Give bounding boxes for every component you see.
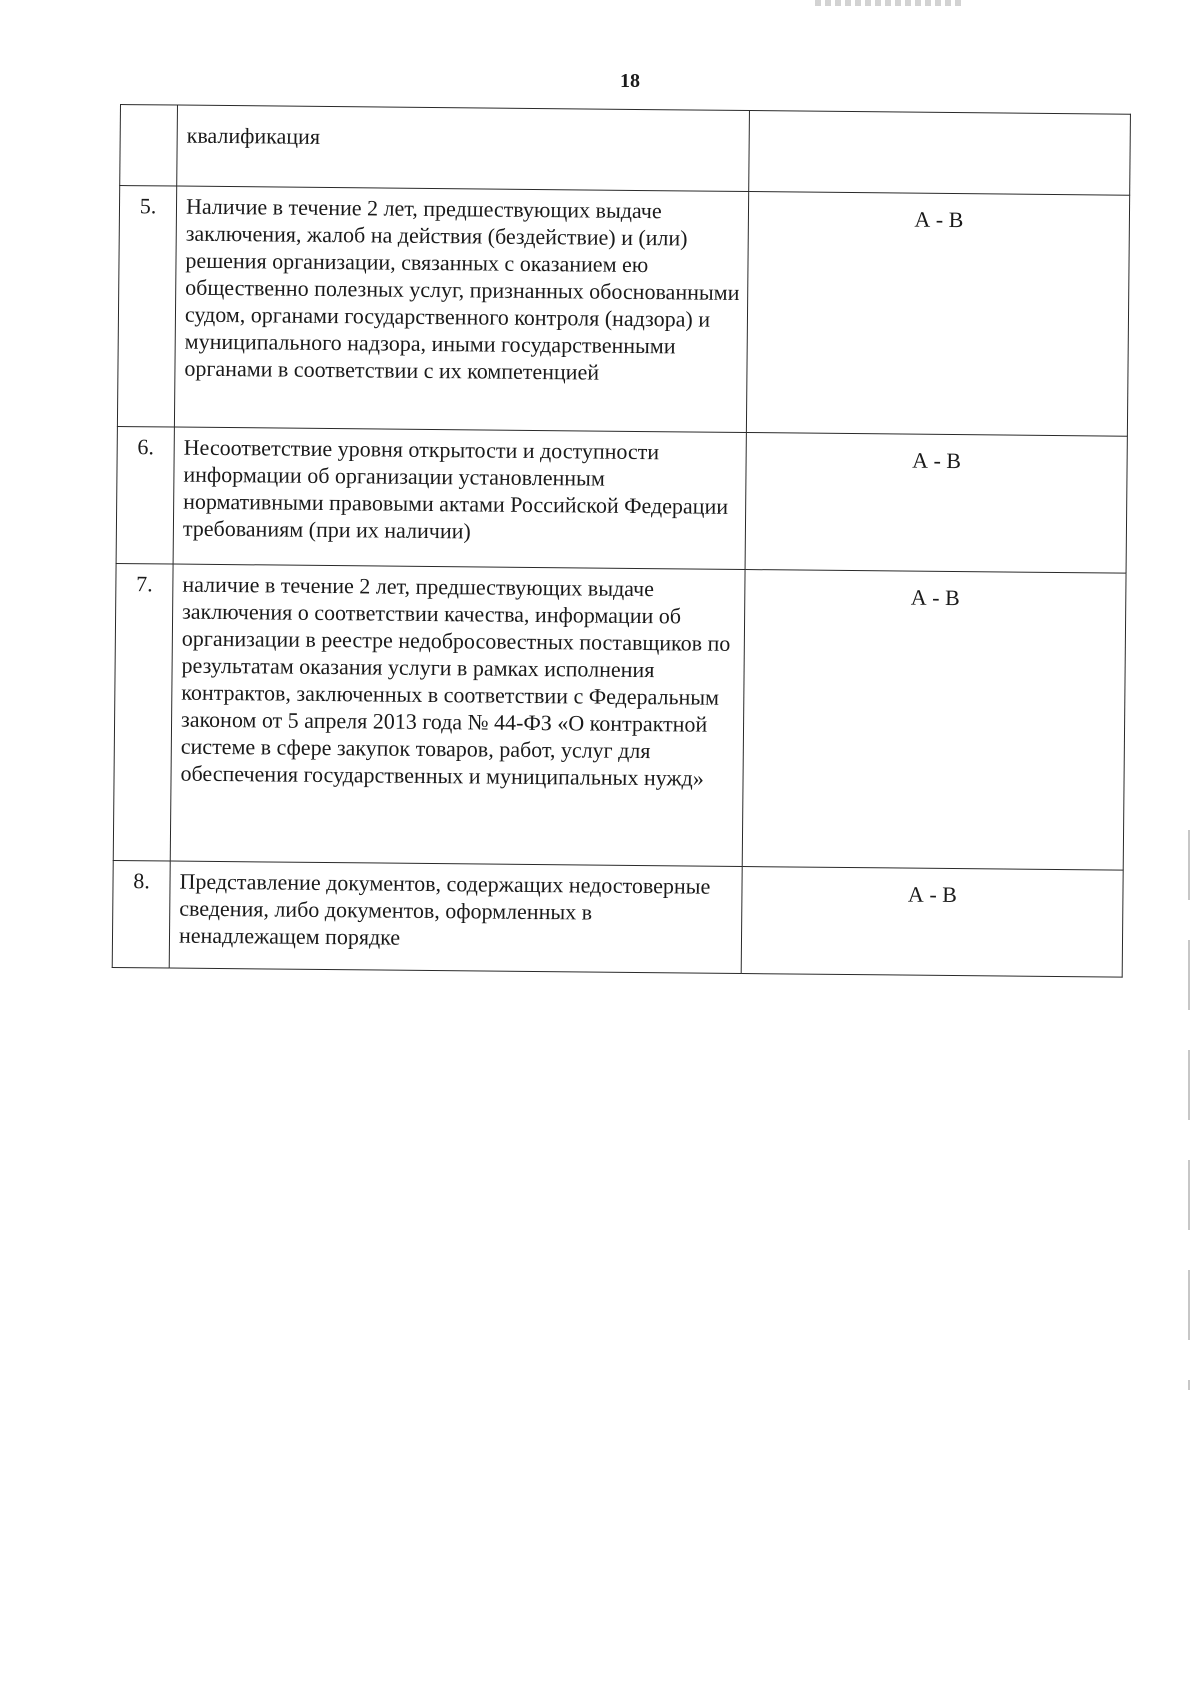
row-criterion-text: Несоответствие уровня открытости и доступности информации об организации установленным нормативными правовыми актами Российской Федерации требованиям (при их наличии) — [173, 427, 746, 569]
scan-artifact-edge — [1188, 830, 1190, 1390]
row-number: 5. — [117, 186, 176, 428]
table-row-continuation — [120, 105, 1131, 196]
criteria-table — [112, 104, 1131, 978]
row-grade-cell — [749, 111, 1131, 196]
row-grade: А - В — [745, 433, 1127, 574]
row-criterion-text: Наличие в течение 2 лет, предшествующих выдаче заключения, жалоб на действия (бездействие) и (или) решения организации, связанных с оказанием ею общественно полезных услуг, признанных обоснованными судом, органами государственного контроля (надзора) и муниципального надзора, иными государственными органами в соответствии с их компетенцией — [174, 186, 748, 432]
row-number-cell — [120, 105, 178, 187]
row-number: 8. — [112, 860, 170, 968]
row-number: 6. — [116, 426, 174, 564]
table-row — [116, 426, 1127, 573]
table-row — [113, 563, 1126, 870]
row-number: 7. — [113, 563, 173, 861]
row-grade: А - В — [746, 192, 1129, 437]
table-row — [112, 860, 1123, 977]
row-text-cell: квалификация — [177, 105, 750, 191]
page-number: 18 — [620, 70, 640, 92]
row-criterion-text: наличие в течение 2 лет, предшествующих выдаче заключения о соответствии качества, информации об организации в реестре недобросовестных поставщиков по результатам оказания услуги в рамках исполнения контрактов, заключенных в соответствии с Федеральным законом от 5 апреля 2013 года № 44-ФЗ «О контрактной системе в сфере закупок товаров, работ, услуг для обеспечения государственных и муниципальных нужд» — [170, 564, 745, 866]
row-grade: А - В — [742, 570, 1126, 871]
table-row — [117, 186, 1129, 437]
row-grade: А - В — [741, 867, 1123, 978]
row-criterion-text: Представление документов, содержащих недостоверные сведения, либо документов, оформленных в ненадлежащем порядке — [169, 861, 742, 973]
scan-artifact-top — [815, 0, 965, 6]
